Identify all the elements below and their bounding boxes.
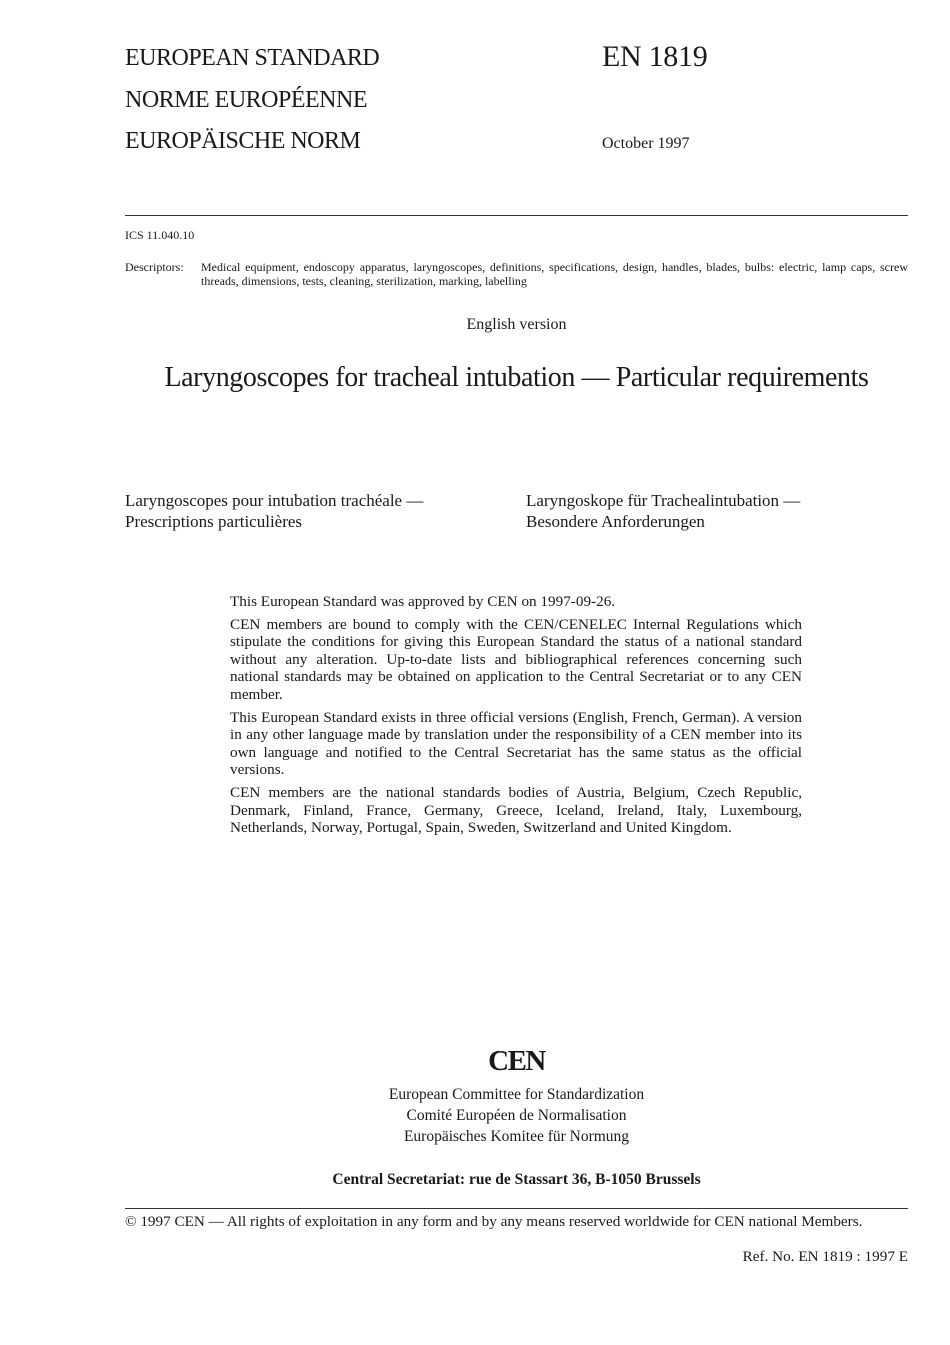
ics-code: ICS 11.040.10 xyxy=(125,228,195,242)
descriptors-text: Medical equipment, endoscopy apparatus, laryngoscopes, definitions, specifications, design, handles, blades, bulbs: electric, lamp caps, screw threads, dimensions, tests, cleaning, sterilization, marking, labelling xyxy=(201,260,908,288)
header-divider xyxy=(125,215,908,216)
german-title-line1: Laryngoskope für Trachealintubation — xyxy=(526,491,801,510)
copyright-notice: © 1997 CEN — All rights of exploitation in any form and by any means reserved worldwide for CEN national Members. xyxy=(125,1213,863,1230)
compliance-paragraph: CEN members are bound to comply with the CEN/CENELEC Internal Regulations which stipulate the conditions for giving this European Standard the status of a national standard without any alteration. Up-to-date lists and bibliographical references concerning such national standards may be obtained on application to the Central Secretariat or to any CEN member. xyxy=(230,615,802,703)
french-title xyxy=(125,490,485,532)
approval-text-block xyxy=(230,593,802,842)
approval-paragraph: This European Standard was approved by CEN on 1997-09-26. xyxy=(230,593,616,610)
header-title-english: EUROPEAN STANDARD xyxy=(125,45,380,71)
header-title-german: EUROPÄISCHE NORM xyxy=(125,128,361,154)
footer-divider xyxy=(125,1208,908,1209)
header-title-french: NORME EUROPÉENNE xyxy=(125,87,367,113)
german-title-line2: Besondere Anforderungen xyxy=(526,512,705,531)
versions-paragraph: This European Standard exists in three official versions (English, French, German). A version in any other language made by translation under the responsibility of a CEN member into its own language and notified to the Central Secretariat has the same status as the official versions. xyxy=(230,708,802,779)
french-title-line2: Prescriptions particulières xyxy=(125,512,303,531)
cen-names xyxy=(0,1084,950,1147)
members-paragraph: CEN members are the national standards bodies of Austria, Belgium, Czech Republic, Denmark, Finland, France, Germany, Greece, Iceland, Ireland, Italy, Luxembourg, Netherlands, Norway, Portugal, Spain, Sweden, Switzerland and United Kingdom. xyxy=(230,783,802,837)
german-title xyxy=(526,490,886,532)
version-note: English version xyxy=(466,316,567,333)
central-secretariat-address: Central Secretariat: rue de Stassart 36, B-1050 Brussels xyxy=(332,1171,701,1188)
descriptors-label: Descriptors: xyxy=(125,260,184,274)
cen-name-french: Comité Européen de Normalisation xyxy=(406,1107,627,1124)
cen-logo: CEN xyxy=(488,1045,545,1077)
cen-name-english: European Committee for Standardization xyxy=(388,1086,645,1103)
publication-date: October 1997 xyxy=(602,135,690,152)
cen-name-german: Europäisches Komitee für Normung xyxy=(403,1128,630,1145)
standard-number: EN 1819 xyxy=(602,40,708,73)
document-title: Laryngoscopes for tracheal intubation — Particular requirements xyxy=(164,362,869,393)
french-title-line1: Laryngoscopes pour intubation trachéale — xyxy=(125,491,424,510)
reference-number: Ref. No. EN 1819 : 1997 E xyxy=(742,1248,908,1265)
